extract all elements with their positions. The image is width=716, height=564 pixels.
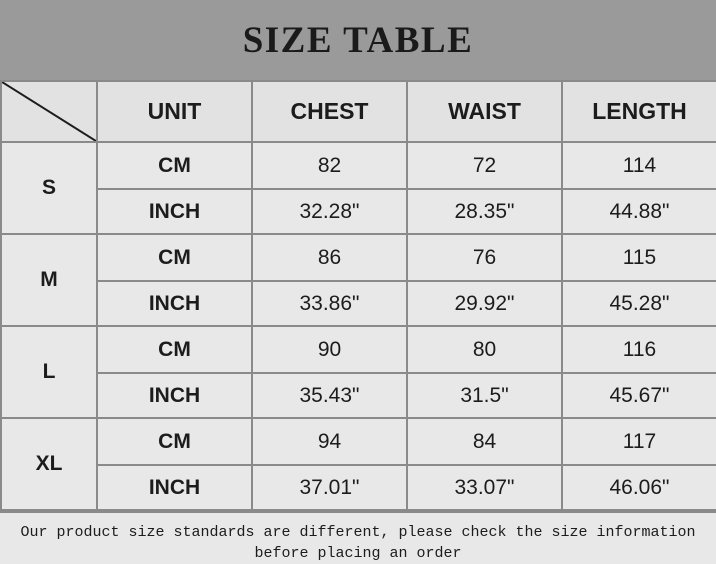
chest-inch-xl: 37.01" (252, 465, 407, 510)
footer-note (0, 511, 716, 564)
size-label-xl: XL (1, 418, 97, 510)
waist-inch-xl: 33.07" (407, 465, 562, 510)
table-row (1, 142, 716, 189)
length-inch-l: 45.67" (562, 373, 716, 418)
title-bar (0, 0, 716, 80)
table-row (1, 373, 716, 418)
page-title: SIZE TABLE (242, 19, 474, 61)
chest-inch-m: 33.86" (252, 281, 407, 326)
unit-cm-s: CM (97, 142, 252, 189)
waist-inch-m: 29.92" (407, 281, 562, 326)
chest-inch-l: 35.43" (252, 373, 407, 418)
table-row (1, 281, 716, 326)
unit-inch-l: INCH (97, 373, 252, 418)
table-row (1, 326, 716, 373)
footer-note-line-2: before placing an order (254, 545, 462, 562)
table-row (1, 465, 716, 510)
length-cm-l: 116 (562, 326, 716, 373)
unit-cm-xl: CM (97, 418, 252, 465)
size-label-l: L (1, 326, 97, 418)
waist-inch-s: 28.35" (407, 189, 562, 234)
unit-cm-m: CM (97, 234, 252, 281)
table-row (1, 189, 716, 234)
chest-cm-m: 86 (252, 234, 407, 281)
header-waist: WAIST (407, 81, 562, 142)
length-cm-xl: 117 (562, 418, 716, 465)
header-chest: CHEST (252, 81, 407, 142)
length-cm-s: 114 (562, 142, 716, 189)
waist-cm-xl: 84 (407, 418, 562, 465)
unit-inch-xl: INCH (97, 465, 252, 510)
length-cm-m: 115 (562, 234, 716, 281)
size-label-s: S (1, 142, 97, 234)
unit-inch-s: INCH (97, 189, 252, 234)
length-inch-m: 45.28" (562, 281, 716, 326)
table-row (1, 418, 716, 465)
size-chart-table (0, 80, 716, 511)
chest-cm-xl: 94 (252, 418, 407, 465)
waist-cm-s: 72 (407, 142, 562, 189)
header-length: LENGTH (562, 81, 716, 142)
unit-cm-l: CM (97, 326, 252, 373)
corner-cell-diagonal (1, 81, 97, 142)
chest-cm-s: 82 (252, 142, 407, 189)
waist-cm-l: 80 (407, 326, 562, 373)
chest-inch-s: 32.28" (252, 189, 407, 234)
size-label-m: M (1, 234, 97, 326)
diagonal-line-icon (2, 82, 96, 141)
length-inch-s: 44.88" (562, 189, 716, 234)
waist-cm-m: 76 (407, 234, 562, 281)
chest-cm-l: 90 (252, 326, 407, 373)
table-header-row (1, 81, 716, 142)
footer-note-line-1: Our product size standards are different, please check the size information (20, 524, 696, 541)
length-inch-xl: 46.06" (562, 465, 716, 510)
unit-inch-m: INCH (97, 281, 252, 326)
table-row (1, 234, 716, 281)
header-unit: UNIT (97, 81, 252, 142)
waist-inch-l: 31.5" (407, 373, 562, 418)
